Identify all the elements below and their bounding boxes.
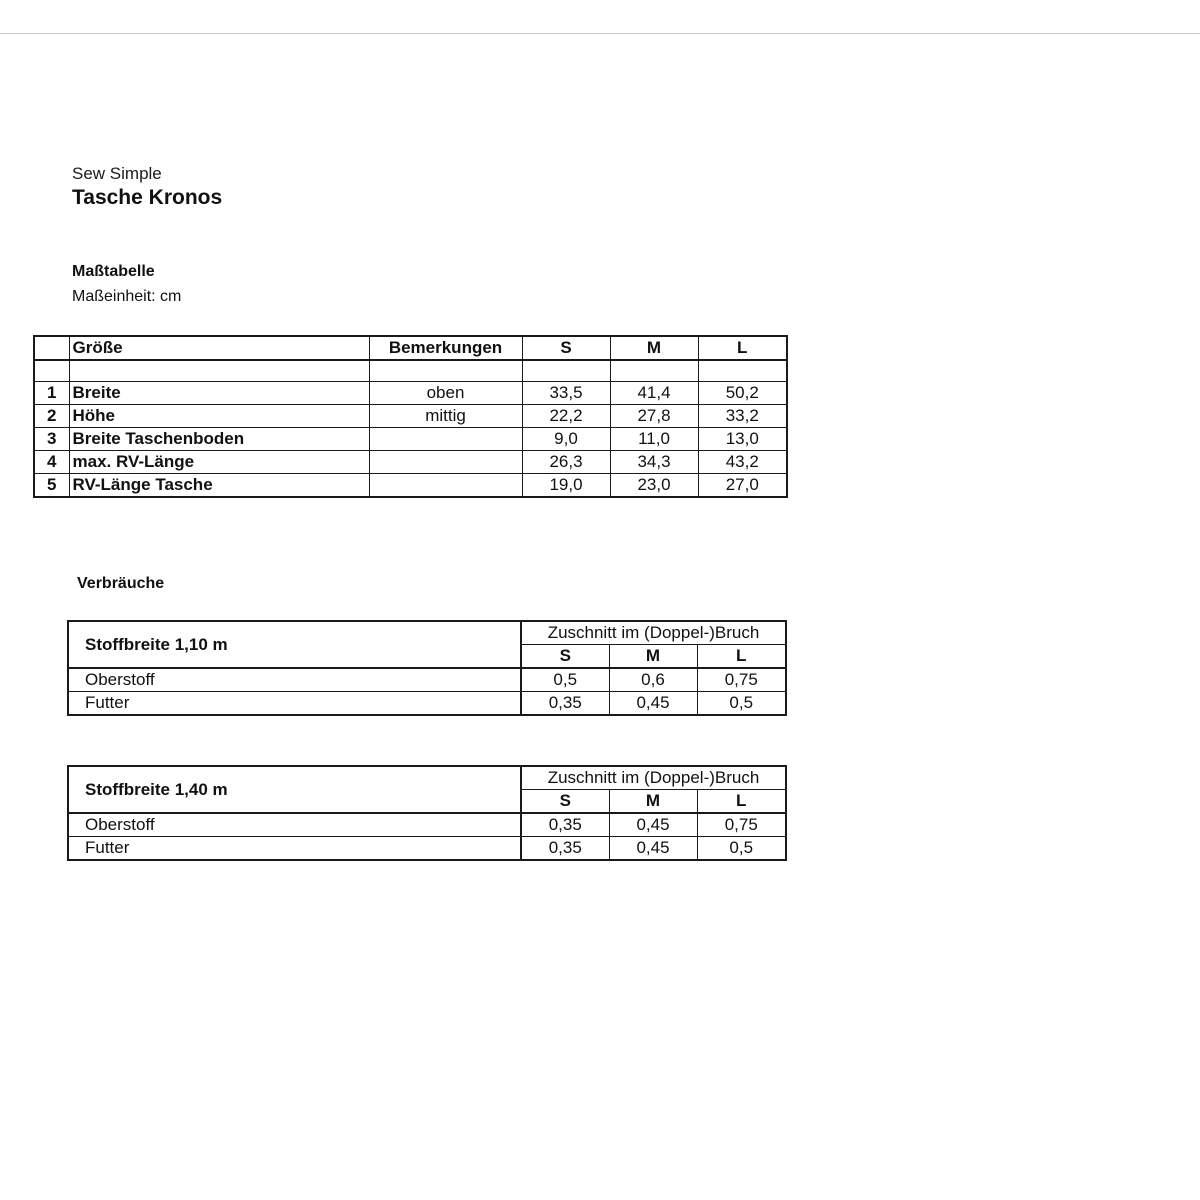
size-l: L bbox=[697, 645, 786, 669]
document-title: Tasche Kronos bbox=[72, 186, 223, 209]
table-row: 3 Breite Taschenboden 9,0 11,0 13,0 bbox=[34, 428, 787, 451]
table-row: 4 max. RV-Länge 26,3 34,3 43,2 bbox=[34, 451, 787, 474]
size-table-header-row bbox=[34, 336, 787, 360]
fabric-width-label: Stoffbreite 1,10 m bbox=[68, 621, 521, 668]
header-size: Größe bbox=[69, 336, 369, 360]
size-l: L bbox=[697, 790, 786, 814]
size-s: S bbox=[521, 790, 609, 814]
cut-header-row bbox=[68, 766, 786, 790]
consumption-heading: Verbräuche bbox=[77, 575, 165, 592]
size-table bbox=[33, 335, 788, 498]
header-l: L bbox=[698, 336, 787, 360]
size-m: M bbox=[609, 645, 697, 669]
cut-header-row bbox=[68, 621, 786, 645]
header-number bbox=[34, 336, 69, 360]
fabric-width-label: Stoffbreite 1,40 m bbox=[68, 766, 521, 813]
cut-header: Zuschnitt im (Doppel-)Bruch bbox=[521, 766, 786, 790]
size-s: S bbox=[521, 645, 609, 669]
size-table-unit: Maßeinheit: cm bbox=[72, 288, 182, 305]
consumption-table-140 bbox=[67, 765, 787, 861]
header-notes: Bemerkungen bbox=[369, 336, 522, 360]
top-divider bbox=[0, 33, 1200, 34]
size-table-heading: Maßtabelle bbox=[72, 263, 155, 280]
consumption-table-110 bbox=[67, 620, 787, 716]
brand-label: Sew Simple bbox=[72, 164, 162, 183]
table-row: 5 RV-Länge Tasche 19,0 23,0 27,0 bbox=[34, 474, 787, 498]
table-row: Futter 0,35 0,45 0,5 bbox=[68, 692, 786, 716]
header-m: M bbox=[610, 336, 698, 360]
size-m: M bbox=[609, 790, 697, 814]
table-row: 1 Breite oben 33,5 41,4 50,2 bbox=[34, 382, 787, 405]
table-row: Oberstoff 0,5 0,6 0,75 bbox=[68, 668, 786, 692]
table-row: Oberstoff 0,35 0,45 0,75 bbox=[68, 813, 786, 837]
empty-row bbox=[34, 360, 787, 382]
header-s: S bbox=[522, 336, 610, 360]
table-row: Futter 0,35 0,45 0,5 bbox=[68, 837, 786, 861]
cut-header: Zuschnitt im (Doppel-)Bruch bbox=[521, 621, 786, 645]
table-row: 2 Höhe mittig 22,2 27,8 33,2 bbox=[34, 405, 787, 428]
